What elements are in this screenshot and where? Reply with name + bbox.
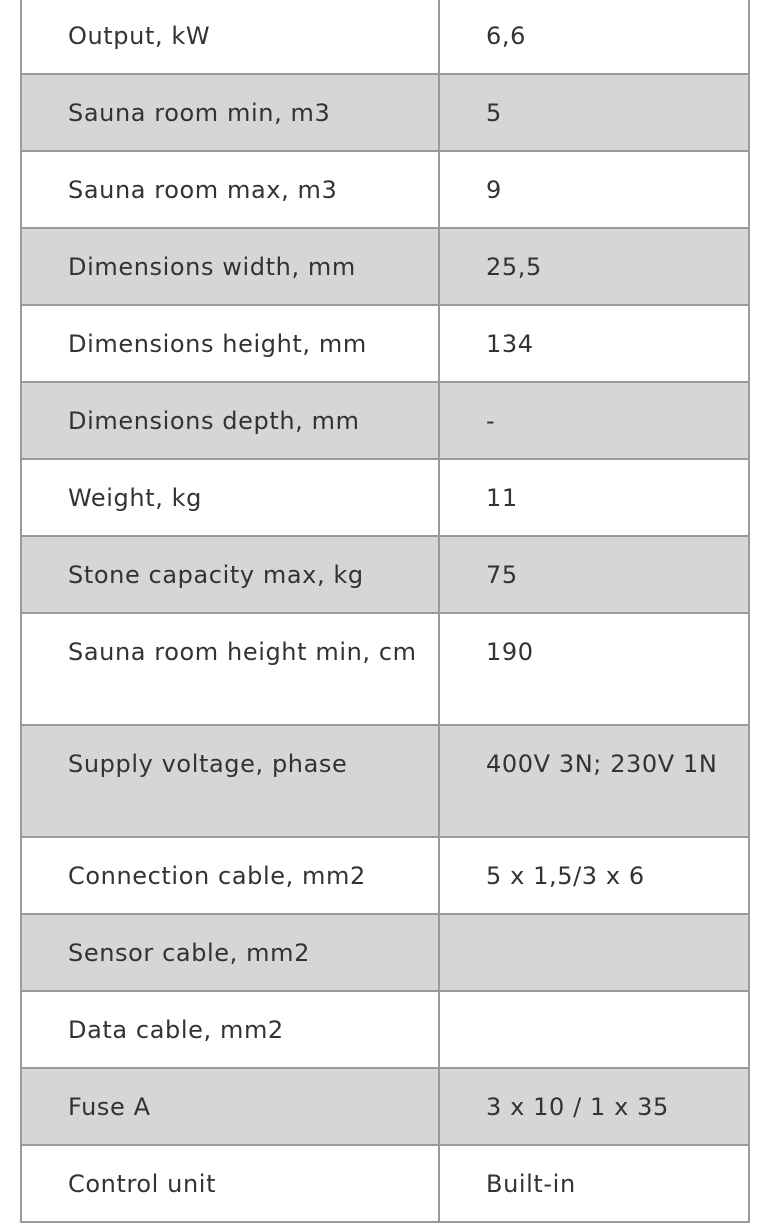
table-row	[21, 991, 749, 1068]
spec-label: Weight, kg	[21, 459, 439, 536]
spec-value: 5 x 1,5/3 x 6	[439, 837, 749, 914]
spec-value	[439, 991, 749, 1068]
table-row	[21, 305, 749, 382]
table-row	[21, 914, 749, 991]
spec-label: Sauna room min, m3	[21, 74, 439, 151]
spec-label: Stone capacity max, kg	[21, 536, 439, 613]
spec-value	[439, 914, 749, 991]
table-row	[21, 837, 749, 914]
spec-label: Dimensions depth, mm	[21, 382, 439, 459]
spec-label: Data cable, mm2	[21, 991, 439, 1068]
spec-value: 75	[439, 536, 749, 613]
spec-value: Built-in	[439, 1145, 749, 1222]
table-row	[21, 151, 749, 228]
spec-label: Connection cable, mm2	[21, 837, 439, 914]
spec-value: 3 x 10 / 1 x 35	[439, 1068, 749, 1145]
spec-value: 11	[439, 459, 749, 536]
spec-label: Sauna room max, m3	[21, 151, 439, 228]
spec-value: -	[439, 382, 749, 459]
table-row	[21, 1068, 749, 1145]
spec-value: 6,6	[439, 0, 749, 74]
spec-label: Output, kW	[21, 0, 439, 74]
table-row	[21, 0, 749, 74]
spec-label: Control unit	[21, 1145, 439, 1222]
spec-label: Dimensions height, mm	[21, 305, 439, 382]
spec-table	[20, 0, 750, 1223]
spec-value: 190	[439, 613, 749, 725]
spec-label: Fuse A	[21, 1068, 439, 1145]
spec-value: 9	[439, 151, 749, 228]
spec-value: 5	[439, 74, 749, 151]
table-row	[21, 382, 749, 459]
table-row	[21, 536, 749, 613]
spec-label: Sauna room height min, cm	[21, 613, 439, 725]
table-row	[21, 725, 749, 837]
spec-value: 25,5	[439, 228, 749, 305]
table-row	[21, 228, 749, 305]
spec-value: 400V 3N; 230V 1N	[439, 725, 749, 837]
table-row	[21, 74, 749, 151]
spec-label: Dimensions width, mm	[21, 228, 439, 305]
spec-value: 134	[439, 305, 749, 382]
table-row	[21, 613, 749, 725]
table-row	[21, 459, 749, 536]
spec-label: Supply voltage, phase	[21, 725, 439, 837]
table-row	[21, 1145, 749, 1222]
spec-label: Sensor cable, mm2	[21, 914, 439, 991]
